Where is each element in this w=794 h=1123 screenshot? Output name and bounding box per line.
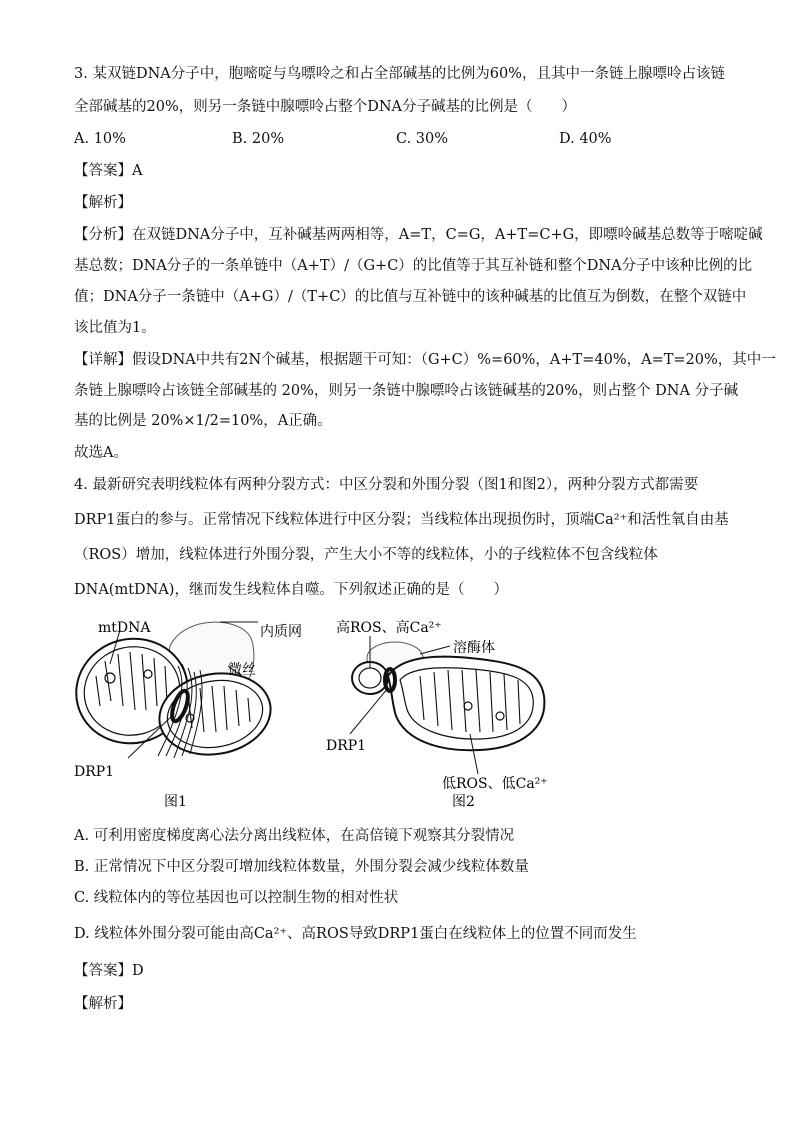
mitochondria-figure	[70, 606, 590, 816]
q3-option-d: D. 40%	[559, 131, 612, 147]
fig1-label-microfilament: 微丝	[228, 662, 256, 678]
fig1-caption: 图1	[164, 794, 187, 810]
q3-option-a: A. 10%	[74, 131, 126, 147]
fig1-label-drp1: DRP1	[74, 764, 115, 780]
q4-analysis-label: 【解析】	[74, 996, 132, 1012]
q4-answer: 【答案】D	[74, 963, 144, 979]
fig2-label-high: 高ROS、高Ca²⁺	[336, 620, 442, 636]
q3-options	[74, 131, 724, 151]
fig2-caption: 图2	[452, 794, 475, 810]
q4-option-c: C. 线粒体内的等位基因也可以控制生物的相对性状	[74, 890, 399, 906]
q3-fenxi-line-1: 【分析】在双链DNA分子中，互补碱基两两相等，A=T，C=G，A+T=C+G，即嘌呤碱基总数等于嘧啶碱	[74, 227, 763, 243]
q4-option-a: A. 可利用密度梯度离心法分离出线粒体，在高倍镜下观察其分裂情况	[74, 828, 515, 844]
fig2-label-lysosome: 溶酶体	[453, 640, 495, 656]
q3-fenxi-line-2: 基总数；DNA分子的一条单链中（A+T）/（G+C）的比值等于其互补链和整个DNA分子中该种比例的比	[74, 258, 753, 274]
q3-fenxi-line-3: 值；DNA分子一条链中（A+G）/（T+C）的比值与互补链中的该种碱基的比值互为倒数，在整个双链中	[74, 289, 747, 305]
q3-conclusion: 故选A。	[74, 445, 128, 461]
fig1-label-mtdna: mtDNA	[98, 620, 151, 636]
fig2-lysosome-leader	[420, 646, 450, 654]
q3-xiangjie-line-3: 基的比例是 20%×1/2=10%，A正确。	[74, 413, 332, 429]
q3-xiangjie-line-2: 条链上腺嘌呤占该链全部碱基的 20%，则另一条链中腺嘌呤占该链碱基的20%，则占整个 DNA 分子碱	[74, 383, 739, 399]
q4-stem-line-4: DNA(mtDNA)，继而发生线粒体自噬。下列叙述正确的是（ ）	[74, 582, 508, 598]
q3-option-b: B. 20%	[232, 131, 285, 147]
q3-answer: 【答案】A	[74, 163, 143, 179]
q4-option-b: B. 正常情况下中区分裂可增加线粒体数量，外围分裂会减少线粒体数量	[74, 859, 529, 875]
fig1-label-er: 内质网	[260, 624, 302, 640]
q4-stem-line-1: 4. 最新研究表明线粒体有两种分裂方式：中区分裂和外围分裂（图1和图2），两种分裂方式都需要	[74, 477, 699, 493]
figure-2	[350, 636, 544, 774]
fig2-label-drp1: DRP1	[326, 738, 367, 754]
q3-fenxi-line-4: 该比值为1。	[74, 320, 156, 336]
fig2-label-low: 低ROS、低Ca²⁺	[442, 776, 548, 792]
q3-stem-line-2: 全部碱基的20%，则另一条链中腺嘌呤占整个DNA分子碱基的比例是（ ）	[74, 99, 577, 115]
q4-option-d: D. 线粒体外围分裂可能由高Ca²⁺、高ROS导致DRP1蛋白在线粒体上的位置不同而发生	[74, 926, 637, 942]
fig2-large-mito-outer	[388, 657, 544, 751]
q4-stem-line-2: DRP1蛋白的参与。正常情况下线粒体进行中区分裂；当线粒体出现损伤时，顶端Ca²⁺和活性氧自由基	[74, 512, 729, 528]
q3-option-c: C. 30%	[396, 131, 449, 147]
q3-xiangjie-line-1: 【详解】假设DNA中共有2N个碱基，根据题干可知：（G+C）%=60%，A+T=40%，A=T=20%，其中一	[74, 352, 776, 368]
figure-1	[70, 622, 277, 763]
q3-stem-line-1: 3. 某双链DNA分子中，胞嘧啶与鸟嘌呤之和占全部碱基的比例为60%，且其中一条链上腺嘌呤占该链	[74, 66, 725, 82]
q4-stem-line-3: （ROS）增加，线粒体进行外围分裂，产生大小不等的线粒体，小的子线粒体不包含线粒体	[74, 547, 658, 563]
q3-analysis-label: 【解析】	[74, 195, 132, 211]
